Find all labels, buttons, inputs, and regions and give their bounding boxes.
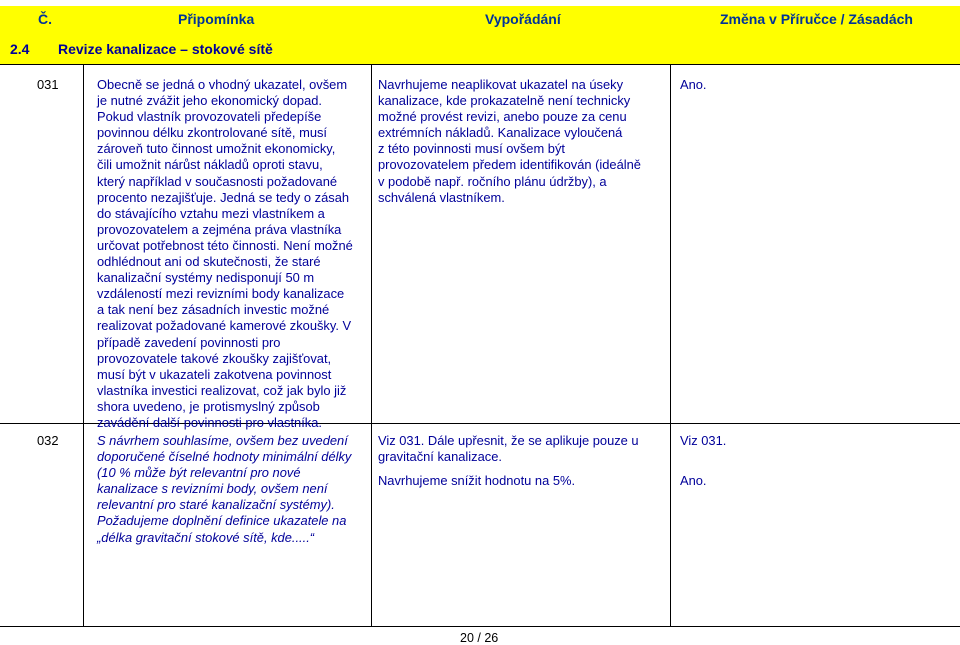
section-heading — [0, 34, 960, 64]
header-col-comment: Připomínka — [178, 11, 255, 27]
row-032-comment: S návrhem souhlasíme, ovšem bez uvedení doporučené číselné hodnoty minimální délky (10 % může být relevantní pro nové kanalizace s revizními body, ovšem není relevantní pro staré kanalizační systémy). Požadujeme doplnění definice ukazatele na „délka gravitační stokové sítě, kde.....“ — [97, 433, 352, 545]
row-031-resolution: Navrhujeme neaplikovat ukazatel na úseky kanalizace, kde prokazatelně není technicky možné provést revizi, anebo pouze za cenu extrémních nákladů. Kanalizace vyloučená z této povinnosti musí ovšem být provozovatelem předem identifikován (ideálně v podobě např. ročního plánu údržby), a schválená vlastníkem. — [378, 77, 641, 205]
row-031-number: 031 — [37, 77, 59, 92]
row-divider-top — [0, 64, 960, 65]
header-col-change: Změna v Příručce / Zásadách — [720, 11, 913, 27]
row-032-resolution-note: Navrhujeme snížit hodnotu na 5%. — [378, 473, 576, 488]
section-title: Revize kanalizace – stokové sítě — [58, 41, 273, 57]
header-col-number: Č. — [38, 11, 52, 27]
column-divider — [371, 64, 372, 627]
section-number: 2.4 — [10, 41, 30, 57]
column-divider — [670, 64, 671, 627]
column-divider — [83, 64, 84, 627]
row-divider-bottom — [0, 626, 960, 627]
table-header — [0, 6, 960, 34]
row-031-change: Ano. — [680, 77, 707, 92]
row-031-comment: Obecně se jedná o vhodný ukazatel, ovšem je nutné zvážit jeho ekonomický dopad. Pokud vlastník provozovateli předepíše povinnou délku zkontrolované sítě, musí zároveň tuto činnost umožnit ekonomicky, čili umožnit nárůst nákladů oproti stavu, který například v současnosti požadované procento nezajišťuje. Jedná se tedy o zásah do stávajícího vztahu mezi vlastníkem a provozovatelem a zejména práva vlastníka určovat potřebnost této činnosti. Není možné odhlédnout ani od skutečnosti, že staré kanalizační systémy nedisponují 50 m vzdáleností mezi revizními body kanalizace a tak není bez zásadních investic možné realizovat požadované kamerové zkoušky. V případě zavedení povinnosti pro provozovatele takové zkoušky zajišťovat, musí být v ukazateli zakotvena povinnost vlastníka investici realizovat, což jak bylo již shora uvedeno, je protismyslný způsob zavádění další povinnosti pro vlastníka. — [97, 77, 353, 430]
row-032-change: Viz 031. — [680, 433, 727, 448]
row-032-number: 032 — [37, 433, 59, 448]
header-col-resolution: Vypořádání — [485, 11, 561, 27]
row-032-change-note: Ano. — [680, 473, 707, 488]
row-032-resolution: Viz 031. Dále upřesnit, že se aplikuje pouze u gravitační kanalizace. — [378, 433, 639, 465]
page-number: 20 / 26 — [460, 631, 499, 645]
